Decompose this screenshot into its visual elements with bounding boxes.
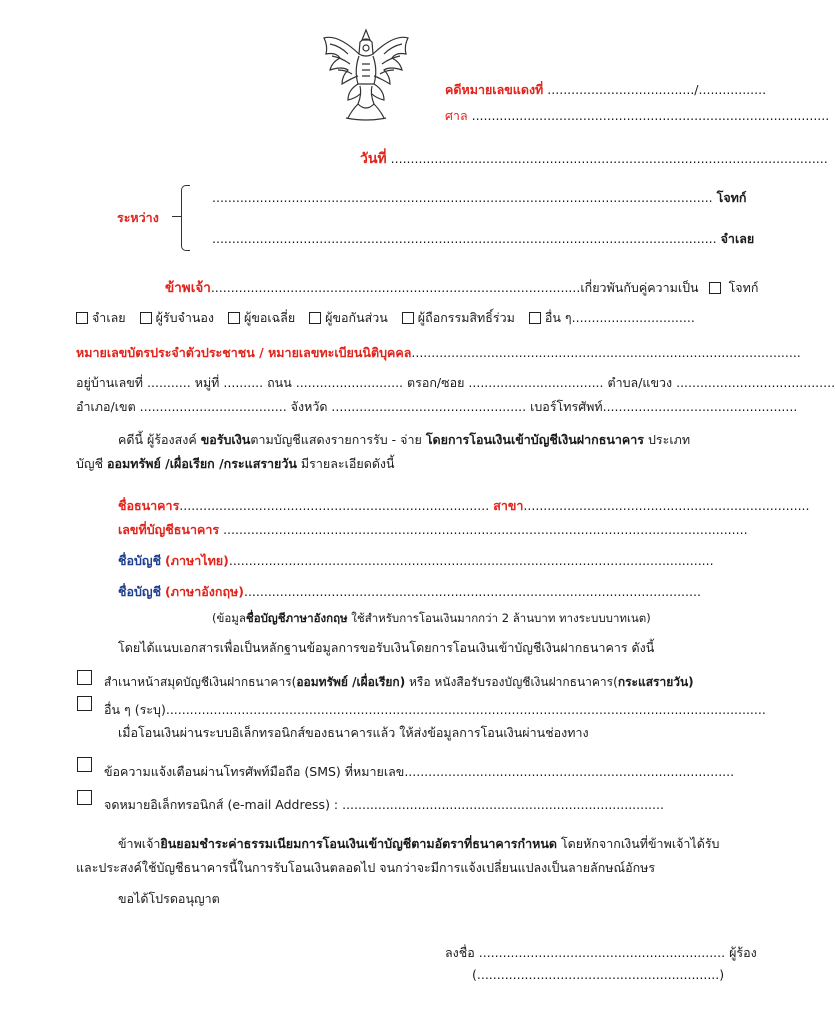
attachments-intro: โดยได้แนบเอกสารเพื่อเป็นหลักฐานข้อมูลการขอรับเงินโดยการโอนเงินเข้าบัญชีเงินฝากธนาคาร ดังนี้ [118, 640, 655, 655]
option-label: อื่น ๆ [544, 310, 572, 325]
defendant-line [212, 229, 754, 249]
passbook-bold: กระแสรายวัน) [617, 675, 694, 689]
account-name-en-lang: (ภาษาอังกฤษ) [165, 584, 244, 599]
account-number-label: เลขที่บัญชีธนาคาร [118, 522, 220, 537]
request-text: มีรายละเอียดดังนี้ [296, 456, 395, 471]
date-label: วันที่ [360, 151, 387, 167]
signature-line [445, 943, 757, 963]
email-label: จดหมายอิเล็กทรอนิกส์ (e-mail Address) : [104, 797, 339, 812]
other-document-option [104, 700, 766, 720]
case-number-line [445, 80, 766, 100]
sms-field[interactable]: ................................................................................... [404, 764, 735, 779]
passbook-option [104, 673, 694, 692]
request-text: บัญชี [76, 456, 108, 471]
branch-label: สาขา [493, 498, 524, 513]
note-bold: ชื่อบัญชีภาษาอังกฤษ [245, 611, 348, 625]
account-name-th-line [118, 551, 714, 571]
account-name-en-line [118, 582, 701, 602]
plaintiff-line [212, 188, 747, 208]
address-line-2[interactable]: อำเภอ/เขต ..................................... จังหวัด ................................................. เบอร์โทรศัพท์................................................. [76, 399, 798, 414]
applicant-label: ข้าพเจ้า [165, 280, 211, 296]
passbook-checkbox[interactable] [77, 670, 92, 685]
plaintiff-field[interactable]: .............................................................................................................................. [212, 190, 713, 205]
sms-label: ข้อความแจ้งเตือนผ่านโทรศัพท์มือถือ (SMS) ที่หมายเลข [104, 764, 405, 779]
parties-bracket-tip [172, 216, 181, 217]
option-co-owner[interactable] [402, 310, 515, 325]
average-claimant-checkbox[interactable] [228, 312, 240, 324]
notify-intro: เมื่อโอนเงินผ่านระบบอิเล็กทรอนิกส์ของธนาคารแล้ว ให้ส่งข้อมูลการโอนเงินผ่านช่องทาง [118, 725, 589, 740]
option-mortgagee[interactable] [140, 310, 214, 325]
id-field[interactable]: .................................................................................................. [411, 345, 801, 360]
account-number-field[interactable]: .................................................................................................................................... [223, 522, 748, 537]
defendant-checkbox[interactable] [76, 312, 88, 324]
option-label: จำเลย [91, 310, 126, 325]
consent-bold: ยินยอมชำระค่าธรรมเนียมการโอนเงินเข้าบัญชีตามอัตราที่ธนาคารกำหนด [160, 836, 557, 851]
email-field[interactable]: ................................................................................. [342, 797, 664, 812]
consent-text: ข้าพเจ้า [118, 836, 161, 851]
garuda-emblem [318, 24, 414, 124]
plaintiff-checkbox[interactable] [709, 282, 721, 294]
branch-field[interactable]: ........................................................................ [523, 498, 810, 513]
court-label: ศาล [445, 108, 468, 123]
account-name-th-field[interactable]: .......................................................................................................................... [228, 553, 714, 568]
option-label: ผู้ขอกันส่วน [325, 310, 388, 325]
option-average-claimant[interactable] [228, 310, 295, 325]
signature-field[interactable]: .............................................................. [478, 945, 726, 960]
english-name-note [212, 610, 651, 628]
account-number-line [118, 520, 748, 540]
defendant-label: จำเลย [720, 231, 755, 246]
bank-name-label: ชื่อธนาคาร [118, 498, 180, 513]
note-text: ใช้สำหรับการโอนเงินมากกว่า 2 ล้านบาท ทางระบบบาทเนต) [347, 611, 651, 625]
court-line [445, 106, 829, 126]
email-checkbox[interactable] [77, 790, 92, 805]
request-bold: โดยการโอนเงินเข้าบัญชีเงินฝากธนาคาร [425, 432, 644, 447]
plaintiff-label: โจทก์ [716, 190, 747, 205]
sign-label: ลงชื่อ [445, 945, 475, 960]
court-field[interactable]: .......................................................................................... [471, 108, 830, 123]
party-role-options [76, 308, 705, 328]
defendant-field[interactable]: ............................................................................................................................... [212, 231, 717, 246]
note-text: (ข้อมูล [212, 611, 246, 625]
consent-text: โดยหักจากเงินที่ข้าพเจ้าได้รับ [557, 836, 720, 851]
other-document-field[interactable]: ....................................................................................................................................................... [165, 702, 766, 717]
option-label: ผู้ถือกรรมสิทธิ์ร่วม [417, 310, 515, 325]
between-label: ระหว่าง [117, 210, 159, 225]
reserve-claimant-checkbox[interactable] [309, 312, 321, 324]
request-bold: ออมทรัพย์ /เผื่อเรียก /กระแสรายวัน [107, 456, 297, 471]
applicant-line [165, 276, 758, 298]
option-reserve-claimant[interactable] [309, 310, 388, 325]
other-checkbox[interactable] [529, 312, 541, 324]
option-label: ผู้รับจำนอง [155, 310, 215, 325]
parties-bracket [181, 185, 190, 251]
request-text: คดีนี้ ผู้ร้องสงค์ [118, 432, 201, 447]
request-text: ตามบัญชีแสดงรายการรับ - จ่าย [250, 432, 426, 447]
option-other[interactable] [529, 310, 695, 325]
consent-line-1 [118, 834, 719, 854]
other-field[interactable]: ............................... [571, 310, 695, 325]
consent-line-2: และประสงค์ใช้บัญชีธนาคารนี้ในการรับโอนเงินตลอดไป จนกว่าจะมีการแจ้งเปลี่ยนแปลงเป็นลายลักษณ์อักษร [76, 860, 656, 875]
passbook-text: หรือ หนังสือรับรองบัญชีเงินฝากธนาคาร( [405, 675, 618, 689]
signer-role: ผู้ร้อง [729, 945, 757, 960]
passbook-text: สำเนาหน้าสมุดบัญชีเงินฝากธนาคาร( [104, 675, 297, 689]
passbook-bold: ออมทรัพย์ /เผื่อเรียก) [296, 675, 406, 689]
other-document-checkbox[interactable] [77, 696, 92, 711]
case-number-field[interactable]: ...................................../................. [547, 82, 767, 97]
relation-text: เกี่ยวพันกับคู่ความเป็น [580, 280, 699, 295]
request-line-1 [118, 430, 690, 450]
applicant-name-field[interactable]: ............................................................................................. [210, 280, 581, 295]
date-field[interactable]: .............................................................................................................. [390, 151, 828, 166]
signer-name-line[interactable]: (.............................................................) [472, 967, 725, 982]
please-approve: ขอได้โปรดอนุญาต [118, 891, 220, 906]
request-line-2 [76, 454, 395, 474]
account-name-th-lang: (ภาษาไทย) [165, 553, 229, 568]
other-document-label: อื่น ๆ (ระบุ) [104, 702, 166, 717]
id-line [76, 343, 801, 363]
id-label: หมายเลขบัตรประจำตัวประชาชน / หมายเลขทะเบียนนิติบุคคล [76, 345, 412, 360]
mortgagee-checkbox[interactable] [140, 312, 152, 324]
email-option [104, 795, 664, 815]
case-number-label: คดีหมายเลขแดงที่ [445, 82, 544, 97]
account-name-th-label: ชื่อบัญชี [118, 553, 162, 568]
bank-name-field[interactable]: .............................................................................. [179, 498, 490, 513]
address-line-1[interactable]: อยู่บ้านเลขที่ ........... หมู่ที่ .......... ถนน ........................... ตรอก/ซอย .................................. ตำบล/แขวง ........................................ [76, 375, 835, 390]
plaintiff-option-label: โจทก์ [728, 280, 759, 295]
request-text: ประเภท [643, 432, 691, 447]
account-name-en-label: ชื่อบัญชี [118, 584, 162, 599]
sms-checkbox[interactable] [77, 757, 92, 772]
sms-option [104, 762, 734, 782]
date-line [360, 148, 828, 170]
co-owner-checkbox[interactable] [402, 312, 414, 324]
option-label: ผู้ขอเฉลี่ย [244, 310, 296, 325]
account-name-en-field[interactable]: ................................................................................................................... [243, 584, 701, 599]
bank-name-line [118, 496, 810, 516]
request-bold: ขอรับเงิน [200, 432, 251, 447]
option-defendant[interactable] [76, 310, 126, 325]
